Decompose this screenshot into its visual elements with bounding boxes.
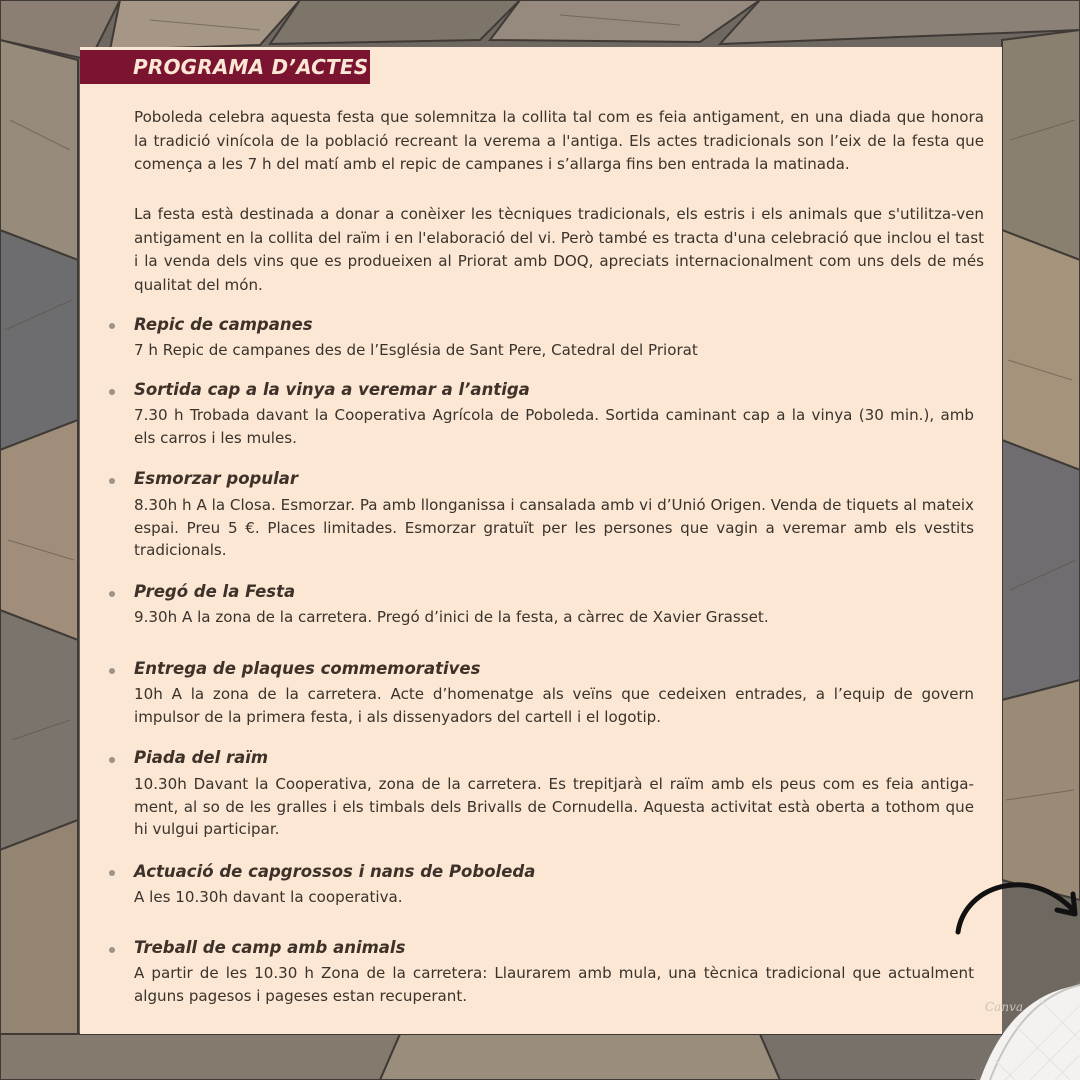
bullet-icon: [109, 389, 115, 395]
bullet-icon: [109, 668, 115, 674]
event-description: 8.30h h A la Closa. Esmorzar. Pa amb llonganissa i cansalada amb vi d’Unió Origen. Venda de tiquets al mateix espai. Preu 5 €. Places limitades. Esmorzar gratuït per les persones que vagin a veremar amb els vestits tradicionals.: [134, 496, 974, 559]
event-title: Entrega de plaques commemoratives: [134, 659, 481, 678]
canva-watermark: Canva: [985, 1000, 1023, 1014]
event-title: Treball de camp amb animals: [134, 938, 406, 957]
page-title: PROGRAMA D’ACTES: [133, 55, 369, 79]
event-description: 10h A la zona de la carretera. Acte d’homenatge als veïns que cedeixen entrades, a l’equip de govern impulsor de la primera festa, i als dissenyadors del cartell i el logotip.: [134, 685, 974, 726]
event-description: 9.30h A la zona de la carretera. Pregó d’inici de la festa, a càrrec de Xavier Grasset.: [134, 608, 769, 626]
bullet-icon: [109, 870, 115, 876]
intro-paragraph-2: La festa està destinada a donar a conèixer les tècniques tradicionals, els estris i els animals que s'utilitza-ven antigament en la collita del raïm i en l'elaboració del vi. Però també es tracta d'una celebració que inclou el tast i la venda dels vins que es produeixen al Priorat amb DOQ, apreciats internacionalment com uns dels de més qualitat del món.: [134, 205, 984, 294]
event-description: 7 h Repic de campanes des de l’Església de Sant Pere, Catedral del Priorat: [134, 341, 698, 359]
event-title: Esmorzar popular: [134, 469, 299, 488]
event-title: Piada del raïm: [134, 748, 269, 767]
event-title: Actuació de capgrossos i nans de Poboleda: [134, 862, 536, 881]
event-description: 7.30 h Trobada davant la Cooperativa Agrícola de Poboleda. Sortida caminant cap a la vinya (30 min.), amb els carros i les mules.: [134, 406, 974, 447]
event-description: A partir de les 10.30 h Zona de la carretera: Llaurarem amb mula, una tècnica tradicional que actualment alguns pagesos i pageses estan recuperant.: [134, 964, 974, 1005]
event-title: Repic de campanes: [134, 315, 313, 334]
bullet-icon: [109, 757, 115, 763]
bullet-icon: [109, 947, 115, 953]
intro-paragraph-1: Poboleda celebra aquesta festa que solemnitza la collita tal com es feia antigament, en una diada que honora la tradició vinícola de la població recreant la verema a l'antiga. Els actes tradicionals son l’eix de la festa que comença a les 7 h del matí amb el repic de campanes i s’allarga fins ben entrada la matinada.: [134, 108, 984, 173]
bullet-icon: [109, 591, 115, 597]
event-title: Sortida cap a la vinya a veremar a l’antiga: [134, 380, 530, 399]
page-curl-corner[interactable]: [935, 870, 1080, 1080]
event-title: Pregó de la Festa: [134, 582, 296, 601]
event-description: 10.30h Davant la Cooperativa, zona de la carretera. Es trepitjarà el raïm amb els peus com es feia antiga-ment, al so de les gralles i els timbals dels Brivalls de Cornudella. Aquesta activitat està oberta a tothom que hi vulgui participar.: [134, 775, 974, 838]
bullet-icon: [109, 323, 115, 329]
bullet-icon: [109, 478, 115, 484]
event-description: A les 10.30h davant la cooperativa.: [134, 888, 403, 906]
